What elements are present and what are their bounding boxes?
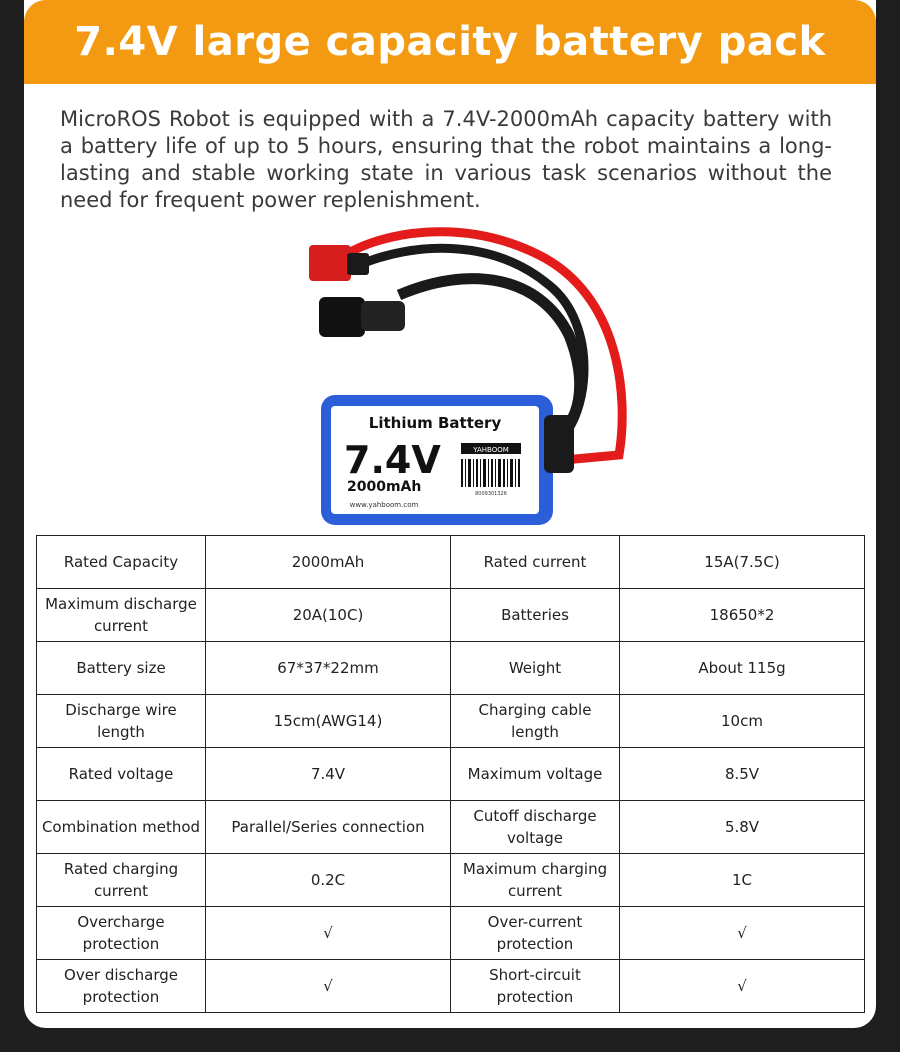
- spec-label: Short-circuit protection: [451, 960, 620, 1013]
- spec-value: 5.8V: [620, 801, 865, 854]
- table-row: [37, 642, 865, 695]
- table-row: [37, 748, 865, 801]
- table-row: [37, 960, 865, 1013]
- t-plug-connector: [309, 245, 351, 281]
- spec-label: Over-current protection: [451, 907, 620, 960]
- spec-label: Over discharge protection: [37, 960, 206, 1013]
- spec-table: [36, 535, 865, 1013]
- battery-illustration: [289, 215, 629, 530]
- spec-value: 2000mAh: [206, 536, 451, 589]
- spec-label: Battery size: [37, 642, 206, 695]
- spec-value: 67*37*22mm: [206, 642, 451, 695]
- label-capacity: 2000mAh: [347, 479, 422, 495]
- table-row: [37, 801, 865, 854]
- spec-value: About 115g: [620, 642, 865, 695]
- spec-label: Maximum discharge current: [37, 589, 206, 642]
- spec-label: Rated charging current: [37, 854, 206, 907]
- spec-value: 15cm(AWG14): [206, 695, 451, 748]
- spec-value: 7.4V: [206, 748, 451, 801]
- spec-value: √: [206, 960, 451, 1013]
- spec-label: Overcharge protection: [37, 907, 206, 960]
- table-row: [37, 907, 865, 960]
- spec-value: √: [206, 907, 451, 960]
- table-row: [37, 589, 865, 642]
- page-title: 7.4V large capacity battery pack: [74, 19, 826, 65]
- spec-label: Combination method: [37, 801, 206, 854]
- spec-value: 15A(7.5C): [620, 536, 865, 589]
- spec-value: 8.5V: [620, 748, 865, 801]
- spec-label: Rated voltage: [37, 748, 206, 801]
- spec-label: Charging cable length: [451, 695, 620, 748]
- spec-label: Cutoff discharge voltage: [451, 801, 620, 854]
- table-row: [37, 854, 865, 907]
- dc-jack-connector: [319, 297, 365, 337]
- spec-label: Rated current: [451, 536, 620, 589]
- spec-value: 18650*2: [620, 589, 865, 642]
- label-website: www.yahboom.com: [349, 501, 419, 509]
- spec-label: Weight: [451, 642, 620, 695]
- label-barcode-number: 8009301326: [475, 491, 507, 497]
- spec-value: 0.2C: [206, 854, 451, 907]
- table-row: [37, 695, 865, 748]
- spec-value: 20A(10C): [206, 589, 451, 642]
- spec-value: √: [620, 907, 865, 960]
- header-banner: [24, 0, 876, 84]
- spec-value: Parallel/Series connection: [206, 801, 451, 854]
- intro-paragraph: MicroROS Robot is equipped with a 7.4V-2000mAh capacity battery with a battery life of up to 5 hours, ensuring that the robot maintains a long-lasting and stable working state in various task scenarios without the need for frequent power replenishment.: [60, 107, 832, 212]
- spec-label: Batteries: [451, 589, 620, 642]
- spec-label: Rated Capacity: [37, 536, 206, 589]
- label-voltage: 7.4V: [344, 438, 441, 482]
- spec-value: 1C: [620, 854, 865, 907]
- spec-label: Maximum voltage: [451, 748, 620, 801]
- spec-value: 10cm: [620, 695, 865, 748]
- label-brand-line: Lithium Battery: [368, 414, 502, 432]
- label-logo: YAHBOOM: [473, 446, 509, 454]
- content-card: [24, 0, 876, 1028]
- table-row: [37, 536, 865, 589]
- spec-label: Discharge wire length: [37, 695, 206, 748]
- spec-label: Maximum charging current: [451, 854, 620, 907]
- spec-value: √: [620, 960, 865, 1013]
